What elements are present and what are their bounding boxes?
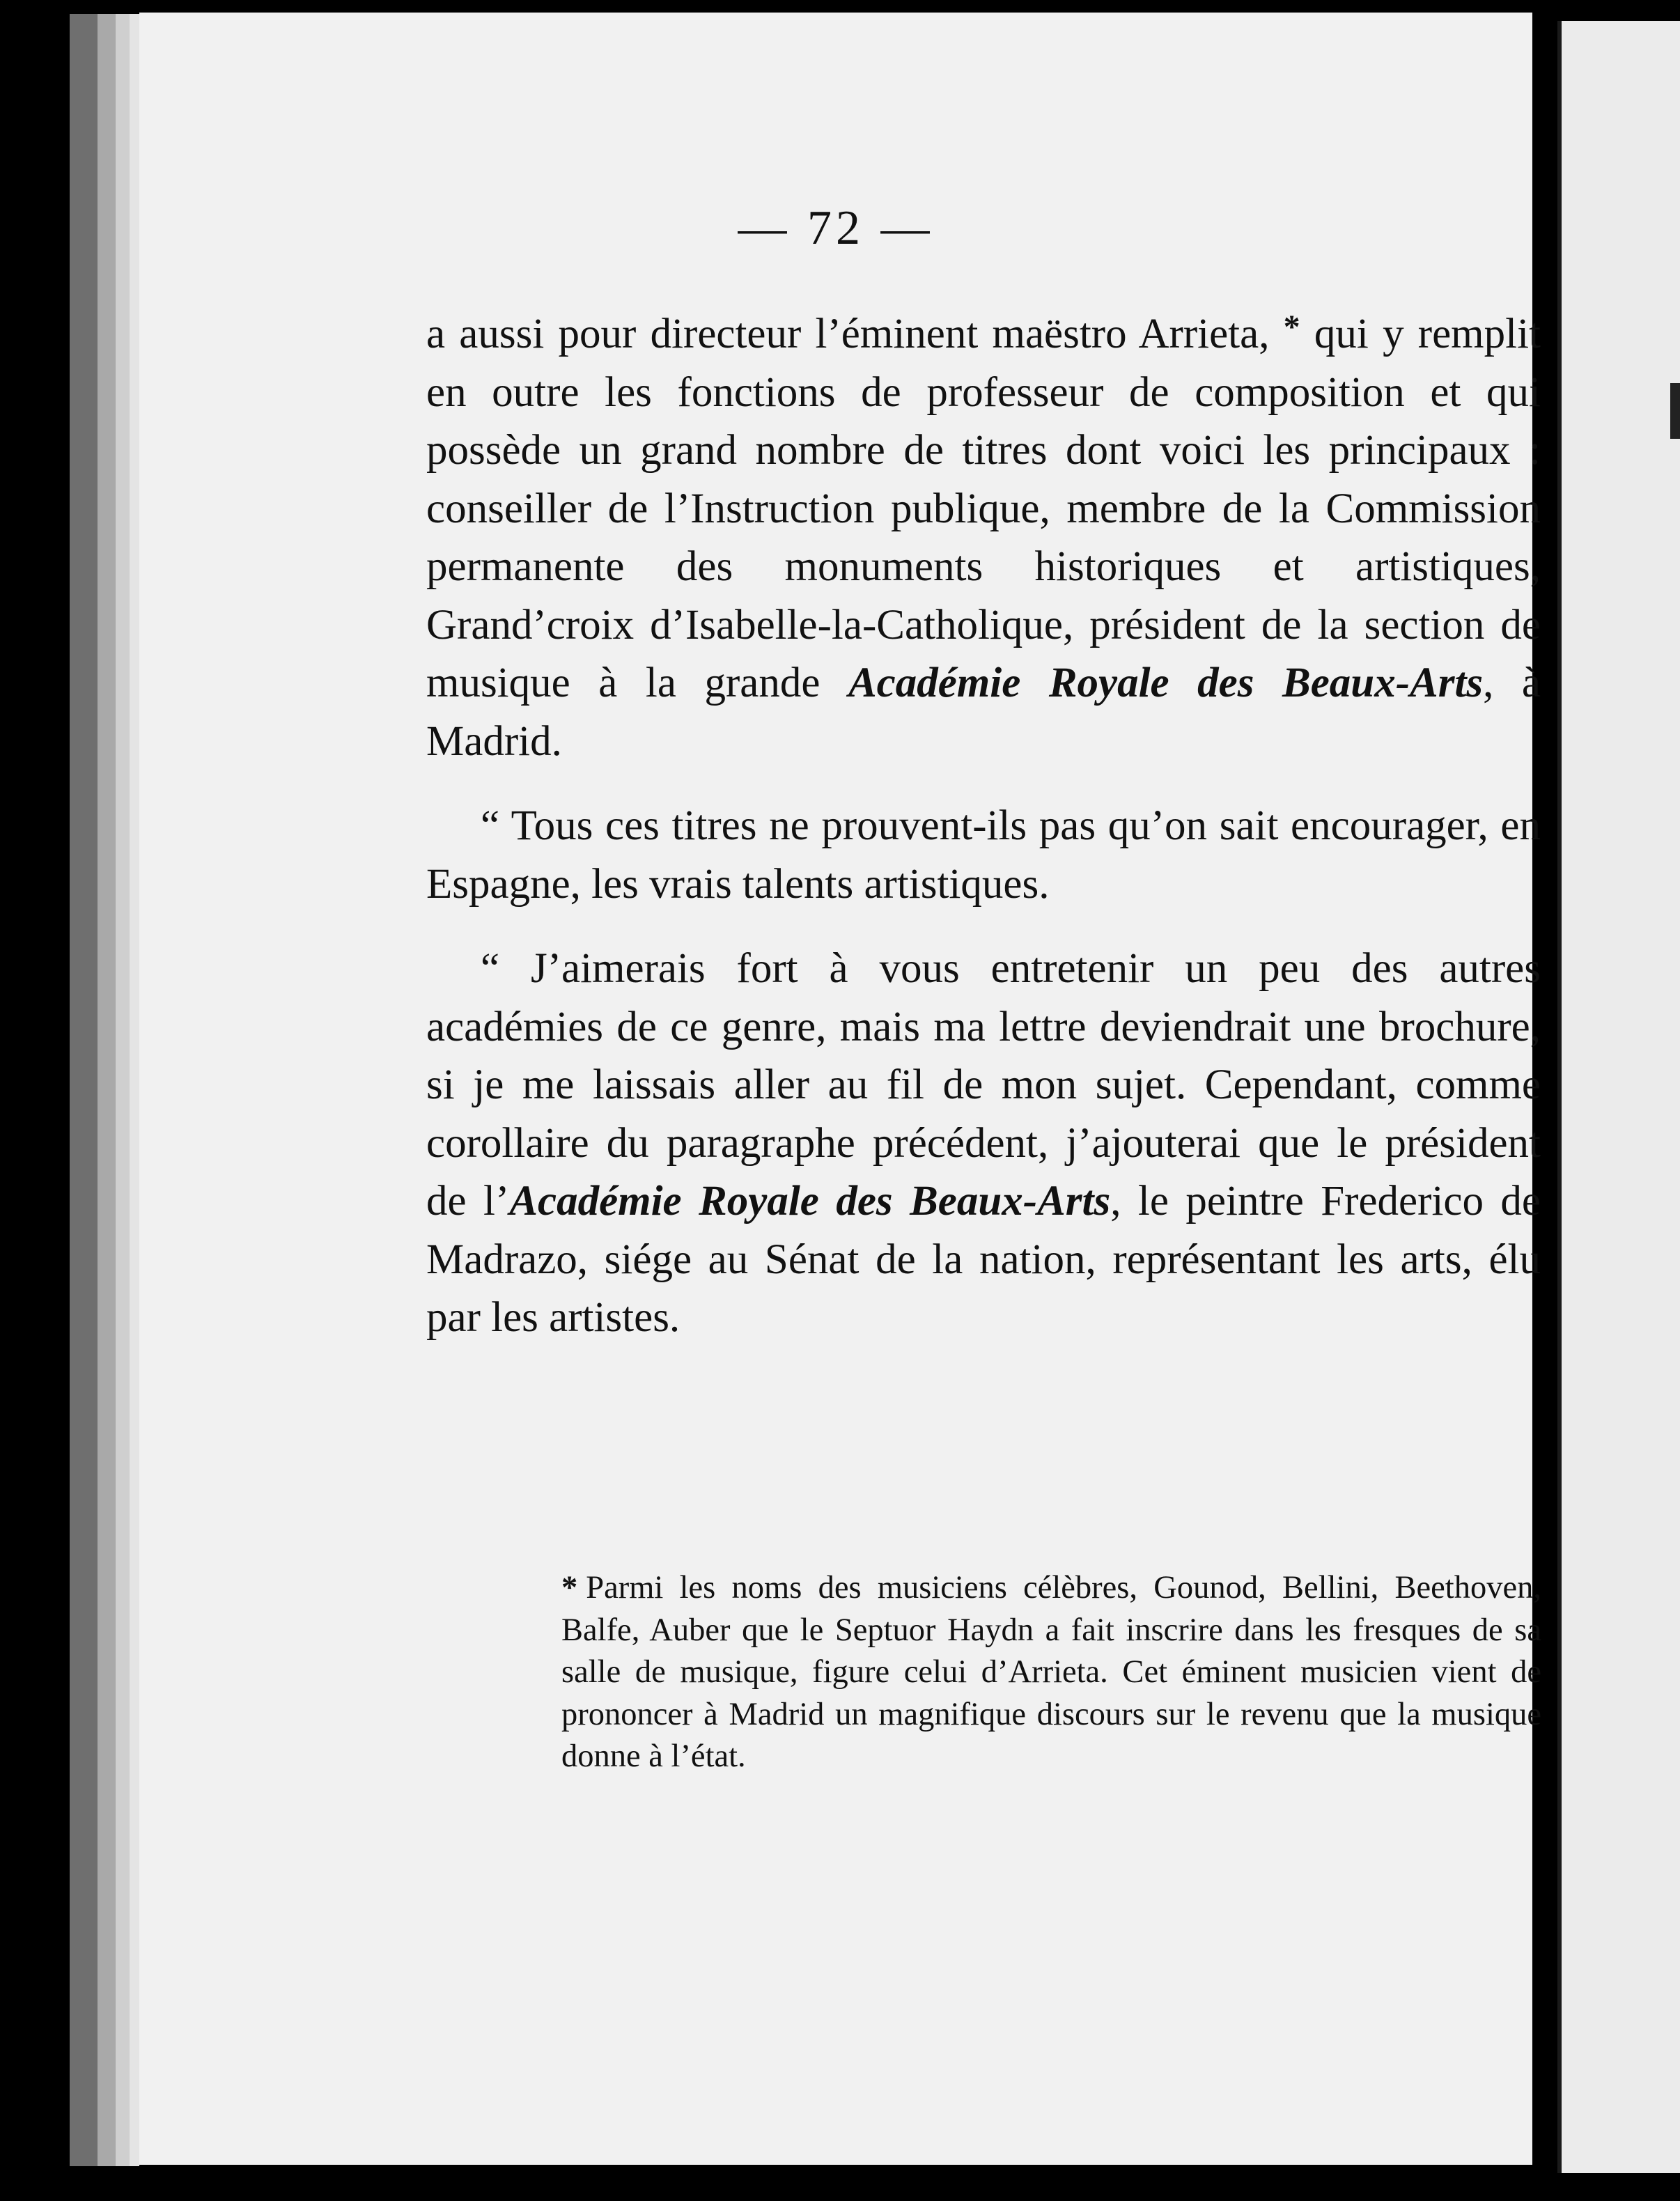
body-text: [426, 298, 1541, 1347]
text-run: , le peintre Frederico de Madrazo, siége au Sénat de la nation, représentant les arts, élu par les artistes.: [426, 1178, 1541, 1341]
italic-title: Académie Royale des Beaux-Arts: [848, 660, 1484, 706]
text-run: “ Tous ces titres ne prouvent-ils pas qu’on sait encourager, en Espagne, les vrais talents artistiques.: [426, 802, 1541, 908]
italic-title: Académie Royale des Beaux-Arts: [509, 1178, 1111, 1224]
text-run: a aussi pour directeur l’éminent maëstro Arrieta,: [426, 311, 1284, 357]
paragraph: [426, 940, 1541, 1347]
page-number: — 72 —: [738, 201, 934, 255]
footnote: [561, 1567, 1541, 1778]
paragraph: [426, 797, 1541, 913]
page-edge: [116, 14, 130, 2166]
text-run: , à Madrid.: [426, 660, 1541, 765]
text-run: “ J’aimerais fort à vous entretenir un peu des autres académies de ce genre, mais ma lettre deviendrait une brochure, si je me laissais aller au fil de mon sujet. Cependant, comme corollaire du paragraphe précédent, j’ajouterai que le président de l’: [426, 945, 1541, 1224]
facing-page-edge: [1557, 21, 1680, 2173]
page-edge: [70, 14, 98, 2166]
footnote-text: Parmi les noms des musiciens célèbres, Gounod, Bellini, Beethoven, Balfe, Auber que le Septuor Haydn a fait inscrire dans les fresques de sa salle de musique, figure celui d’Arrieta. Cet éminent musicien vient de prononcer à Madrid un magnifique discours sur le revenu que la musique donne à l’état.: [561, 1570, 1541, 1774]
page-edge: [130, 14, 139, 2166]
paragraph: [426, 298, 1541, 770]
footnote-marker: *: [561, 1570, 578, 1605]
book-page: [139, 13, 1541, 2165]
page-edge: [98, 14, 116, 2166]
facing-page-mark: [1670, 383, 1680, 439]
footnote-reference: *: [1283, 309, 1300, 345]
text-run: qui y remplit en outre les fonctions de professeur de composition et qui possède un grand nombre de titres dont voici les principaux : conseiller de l’Instruction publique, membre de la Commission permanente des monuments historiques et artistiques, Grand’croix d’Isabelle-la-Catholique, président de la section de musique à la grande: [426, 311, 1541, 706]
